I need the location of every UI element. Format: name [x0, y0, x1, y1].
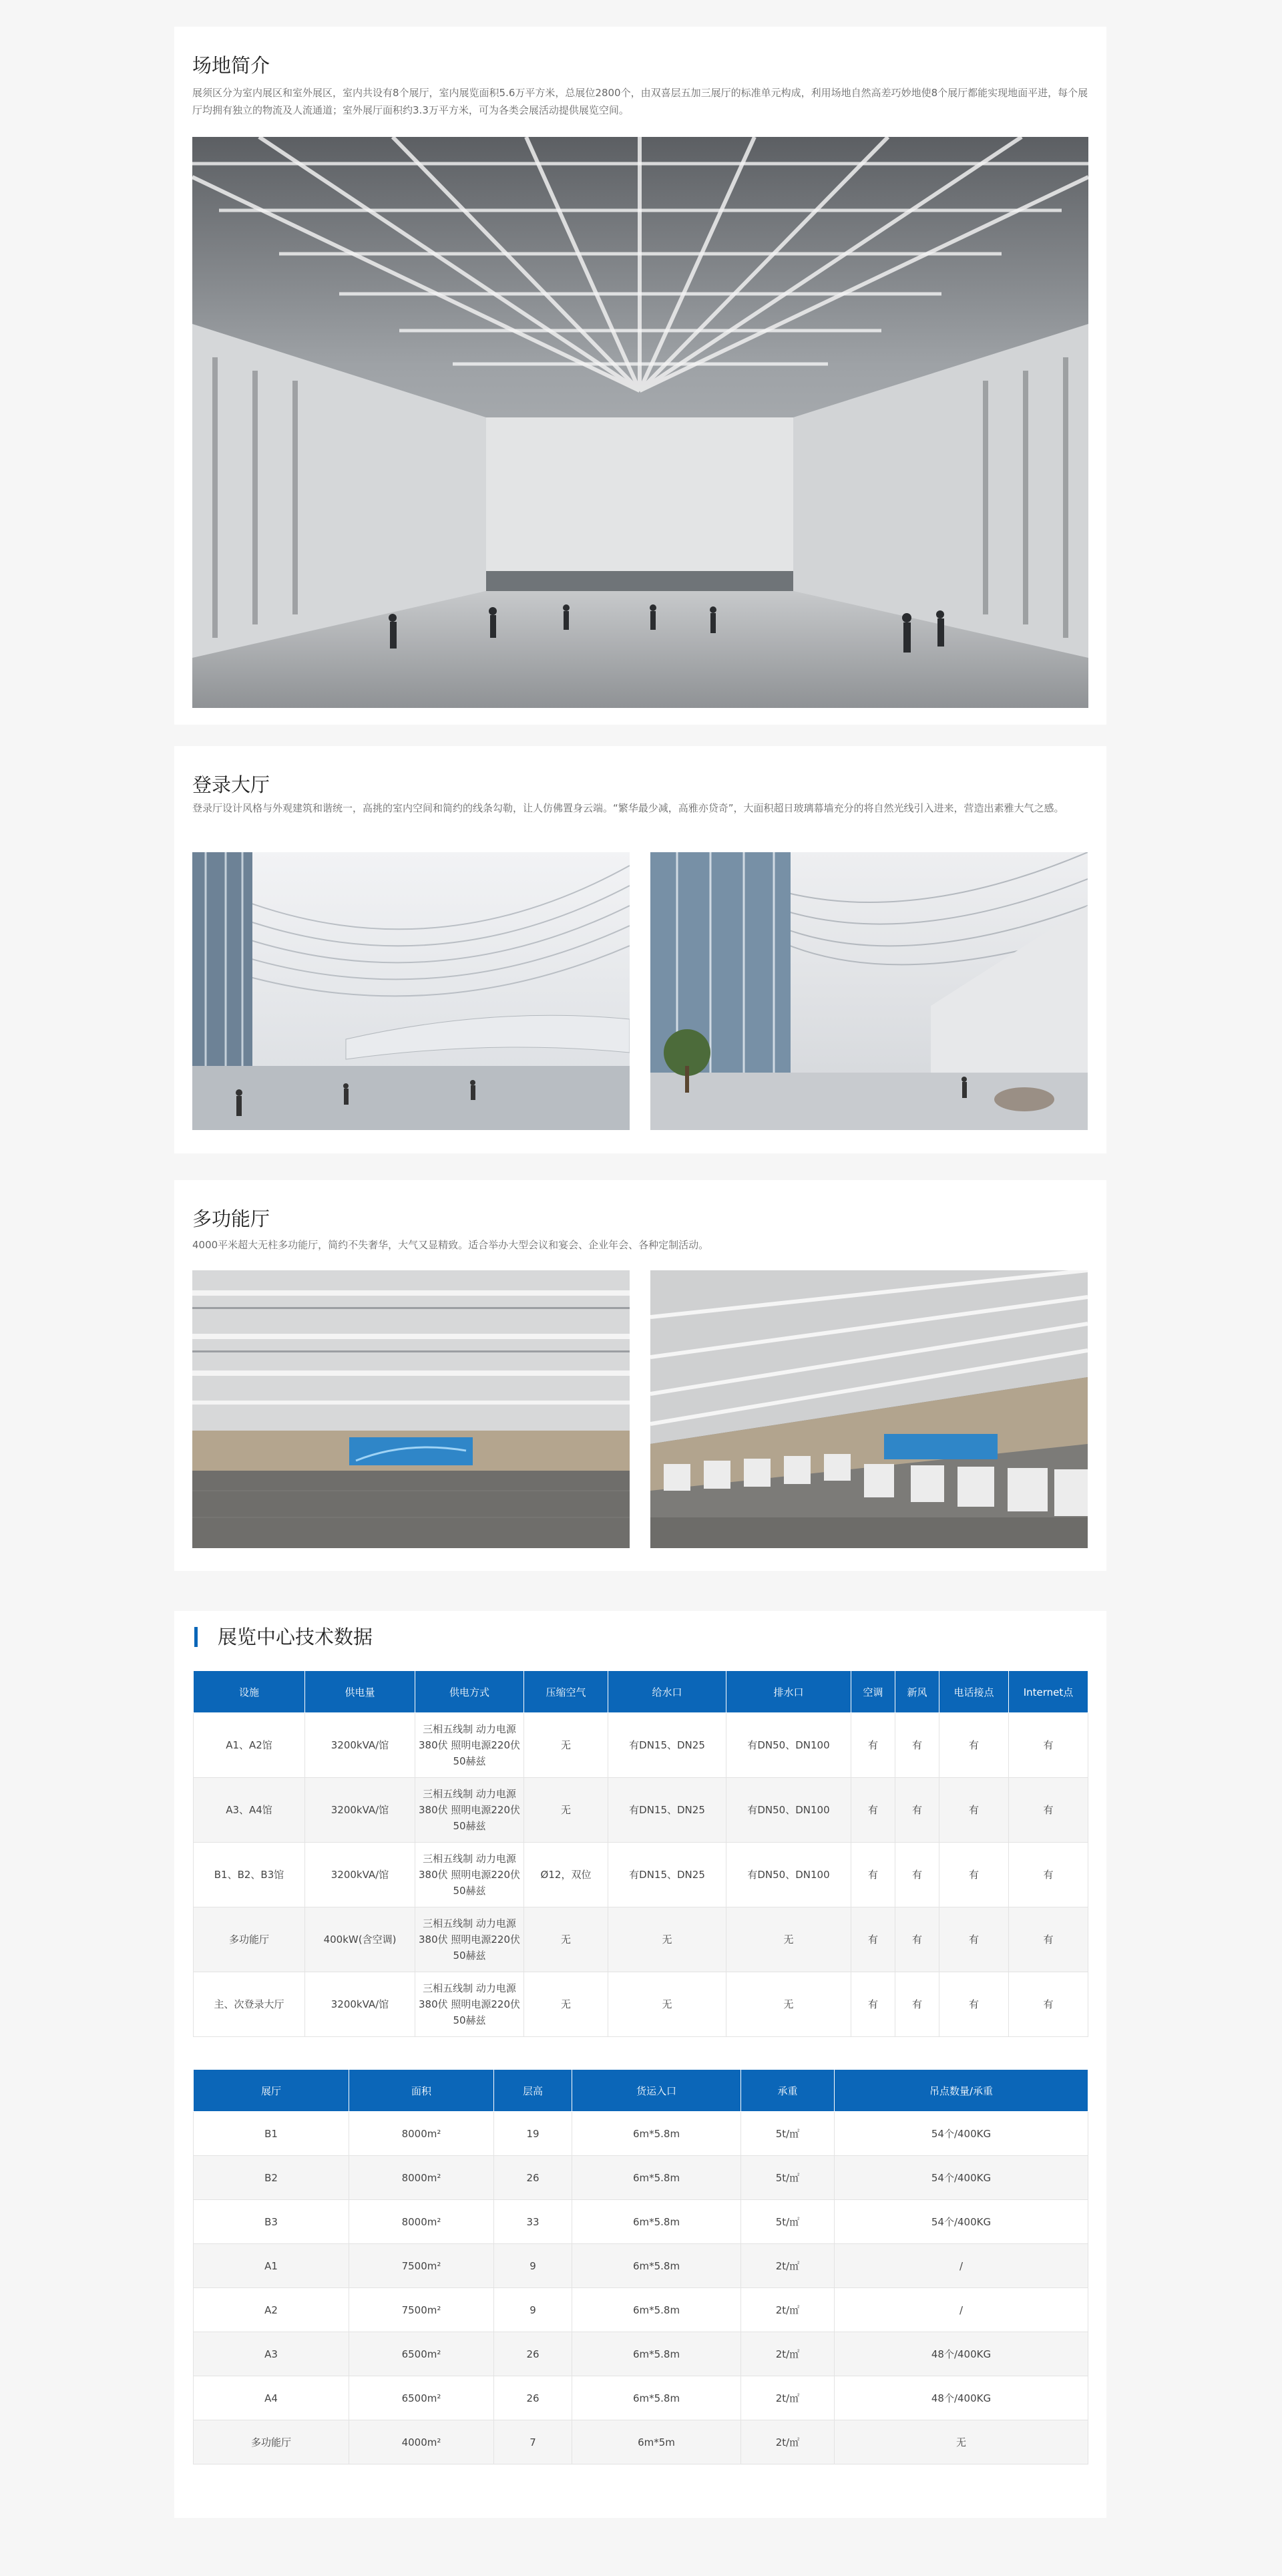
table-cell: 8000m² — [349, 2200, 494, 2244]
table-cell: 26 — [494, 2156, 572, 2200]
table-cell: 无 — [524, 1713, 608, 1778]
table-row — [194, 1713, 1088, 1778]
table-cell: 19 — [494, 2112, 572, 2156]
table-cell: 6m*5.8m — [572, 2376, 741, 2420]
hall-title: 多功能厅 — [192, 1208, 270, 1230]
table-row — [194, 2156, 1088, 2200]
venue-title: 场地简介 — [192, 54, 270, 77]
table-cell: / — [835, 2288, 1088, 2332]
hall-photo-2 — [650, 1270, 1088, 1548]
table-cell: 9 — [494, 2244, 572, 2288]
lobby-section — [174, 746, 1106, 1153]
column-header: 供电量 — [305, 1671, 415, 1713]
column-header: 展厅 — [194, 2070, 349, 2112]
table-cell: 7 — [494, 2420, 572, 2464]
column-header: 供电方式 — [415, 1671, 524, 1713]
table-cell: 2t/㎡ — [741, 2376, 835, 2420]
column-header: 设施 — [194, 1671, 305, 1713]
table-cell: 有 — [939, 1907, 1009, 1972]
facility-table-header — [194, 1671, 1088, 1713]
table-cell: 有DN15、DN25 — [608, 1778, 726, 1843]
table-row — [194, 2200, 1088, 2244]
venue-hall-photo — [192, 137, 1088, 708]
column-header: 排水口 — [726, 1671, 851, 1713]
table-cell: 有 — [895, 1843, 939, 1907]
column-header: 层高 — [494, 2070, 572, 2112]
table-cell: 有 — [851, 1778, 895, 1843]
table-cell: 3200kVA/馆 — [305, 1713, 415, 1778]
table-row — [194, 1778, 1088, 1843]
table-cell: 有 — [939, 1972, 1009, 2037]
table-cell: 有 — [851, 1843, 895, 1907]
table-cell: 2t/㎡ — [741, 2244, 835, 2288]
table-cell: A1、A2馆 — [194, 1713, 305, 1778]
table-cell: A2 — [194, 2288, 349, 2332]
table-cell: A4 — [194, 2376, 349, 2420]
table-cell: 5t/㎡ — [741, 2112, 835, 2156]
table-cell: 无 — [524, 1907, 608, 1972]
venue-section — [174, 27, 1106, 725]
table-cell: 有DN50、DN100 — [726, 1843, 851, 1907]
table-cell: 7500m² — [349, 2288, 494, 2332]
table-cell: 5t/㎡ — [741, 2200, 835, 2244]
lobby-photo-2 — [650, 852, 1088, 1130]
lobby-photo-1 — [192, 852, 630, 1130]
table-cell: 无 — [726, 1907, 851, 1972]
table-cell: 3200kVA/馆 — [305, 1778, 415, 1843]
table-cell: 无 — [524, 1778, 608, 1843]
table-cell: 无 — [524, 1972, 608, 2037]
table-cell: B1 — [194, 2112, 349, 2156]
multifunction-hall-section — [174, 1180, 1106, 1571]
hall-specs-table — [193, 2069, 1088, 2464]
table-cell: 有 — [851, 1907, 895, 1972]
table-cell: 2t/㎡ — [741, 2420, 835, 2464]
table-cell: 8000m² — [349, 2156, 494, 2200]
table-cell: / — [835, 2244, 1088, 2288]
table-cell: 2t/㎡ — [741, 2288, 835, 2332]
table-cell: 有 — [895, 1778, 939, 1843]
table-cell: 有 — [895, 1713, 939, 1778]
table-cell: 54个/400KG — [835, 2112, 1088, 2156]
table-cell: 6500m² — [349, 2376, 494, 2420]
lobby-description: 登录厅设计风格与外观建筑和谐统一，高挑的室内空间和简约的线条勾勒，让人仿佛置身云端。“繁华最少减，高雅亦贷奇”，大面积超日玻璃幕墙充分的将自然光线引入进来，营造出素雅大气之感。 — [192, 802, 1064, 814]
table-cell: 多功能厅 — [194, 1907, 305, 1972]
table-cell: 9 — [494, 2288, 572, 2332]
table-cell: 有 — [895, 1972, 939, 2037]
table-cell: A3 — [194, 2332, 349, 2376]
tech-data-section — [174, 1611, 1106, 2518]
table-cell: 有DN50、DN100 — [726, 1778, 851, 1843]
table-cell: 6m*5.8m — [572, 2200, 741, 2244]
table-cell: B2 — [194, 2156, 349, 2200]
column-header: 面积 — [349, 2070, 494, 2112]
table-row — [194, 2420, 1088, 2464]
table-row — [194, 1972, 1088, 2037]
table-cell: 主、次登录大厅 — [194, 1972, 305, 2037]
table-cell: 有 — [1009, 1713, 1088, 1778]
table-cell: B3 — [194, 2200, 349, 2244]
tech-data-title: 展览中心技术数据 — [194, 1627, 373, 1647]
table-row — [194, 2332, 1088, 2376]
table-cell: 54个/400KG — [835, 2200, 1088, 2244]
table-cell: 有 — [1009, 1843, 1088, 1907]
column-header: 电话接点 — [939, 1671, 1009, 1713]
table-cell: 6500m² — [349, 2332, 494, 2376]
column-header: 新风 — [895, 1671, 939, 1713]
table-cell: 无 — [608, 1907, 726, 1972]
table-cell: 8000m² — [349, 2112, 494, 2156]
column-header: Internet点 — [1009, 1671, 1088, 1713]
hall-description: 4000平米超大无柱多功能厅，简约不失奢华，大气又显精致。适合举办大型会议和宴会、企业年会、各种定制活动。 — [192, 1239, 709, 1251]
table-cell: 33 — [494, 2200, 572, 2244]
table-cell: 有DN15、DN25 — [608, 1843, 726, 1907]
facility-table — [193, 1670, 1088, 2037]
table-cell: A1 — [194, 2244, 349, 2288]
table-cell: 400kW(含空调) — [305, 1907, 415, 1972]
table-cell: 48个/400KG — [835, 2376, 1088, 2420]
table-cell: 7500m² — [349, 2244, 494, 2288]
table-cell: Ø12，双位 — [524, 1843, 608, 1907]
table-cell: 48个/400KG — [835, 2332, 1088, 2376]
table-cell: 有DN50、DN100 — [726, 1713, 851, 1778]
table-cell: 5t/㎡ — [741, 2156, 835, 2200]
venue-description: 展须区分为室内展区和室外展区，室内共设有8个展厅，室内展览面积5.6万平方米，总展位2800个，由双喜层五加三展厅的标准单元构成，利用场地自然高差巧妙地使8个展厅都能实现地面平进，每个展厅均拥有独立的物流及人流通道；室外展厅面积约3.3万平方米，可为各类会展活动提供展览空间。 — [192, 87, 1088, 116]
table-cell: 3200kVA/馆 — [305, 1972, 415, 2037]
table-cell: 三相五线制 动力电源380伏 照明电源220伏 50赫兹 — [415, 1907, 524, 1972]
table-cell: 三相五线制 动力电源380伏 照明电源220伏 50赫兹 — [415, 1843, 524, 1907]
table-row — [194, 2112, 1088, 2156]
column-header: 空调 — [851, 1671, 895, 1713]
table-cell: 有 — [895, 1907, 939, 1972]
table-cell: 无 — [835, 2420, 1088, 2464]
table-cell: 4000m² — [349, 2420, 494, 2464]
hall-photo-1 — [192, 1270, 630, 1548]
table-cell: 有 — [1009, 1778, 1088, 1843]
table-cell: 6m*5m — [572, 2420, 741, 2464]
table-cell: 有 — [1009, 1972, 1088, 2037]
table-cell: 有 — [851, 1972, 895, 2037]
table-cell: 有 — [939, 1778, 1009, 1843]
table-cell: 三相五线制 动力电源380伏 照明电源220伏 50赫兹 — [415, 1972, 524, 2037]
table-row — [194, 2288, 1088, 2332]
column-header: 吊点数量/承重 — [835, 2070, 1088, 2112]
table-cell: 2t/㎡ — [741, 2332, 835, 2376]
table-cell: 无 — [608, 1972, 726, 2037]
table-cell: 三相五线制 动力电源380伏 照明电源220伏 50赫兹 — [415, 1713, 524, 1778]
table-cell: 6m*5.8m — [572, 2288, 741, 2332]
table-cell: 有DN15、DN25 — [608, 1713, 726, 1778]
table-cell: B1、B2、B3馆 — [194, 1843, 305, 1907]
table-cell: 6m*5.8m — [572, 2112, 741, 2156]
table-row — [194, 2376, 1088, 2420]
table-cell: 三相五线制 动力电源380伏 照明电源220伏 50赫兹 — [415, 1778, 524, 1843]
column-header: 承重 — [741, 2070, 835, 2112]
table-cell: 3200kVA/馆 — [305, 1843, 415, 1907]
column-header: 货运入口 — [572, 2070, 741, 2112]
lobby-title: 登录大厅 — [192, 773, 270, 796]
column-header: 给水口 — [608, 1671, 726, 1713]
hall-specs-table-header — [194, 2070, 1088, 2112]
table-cell: 有 — [851, 1713, 895, 1778]
table-row — [194, 2244, 1088, 2288]
table-cell: 多功能厅 — [194, 2420, 349, 2464]
table-cell: 有 — [939, 1843, 1009, 1907]
table-cell: 26 — [494, 2332, 572, 2376]
table-row — [194, 1907, 1088, 1972]
table-cell: A3、A4馆 — [194, 1778, 305, 1843]
table-row — [194, 1843, 1088, 1907]
table-cell: 有 — [939, 1713, 1009, 1778]
table-cell: 26 — [494, 2376, 572, 2420]
table-cell: 6m*5.8m — [572, 2332, 741, 2376]
table-cell: 54个/400KG — [835, 2156, 1088, 2200]
table-cell: 6m*5.8m — [572, 2244, 741, 2288]
column-header: 压缩空气 — [524, 1671, 608, 1713]
table-cell: 6m*5.8m — [572, 2156, 741, 2200]
table-cell: 无 — [726, 1972, 851, 2037]
table-cell: 有 — [1009, 1907, 1088, 1972]
